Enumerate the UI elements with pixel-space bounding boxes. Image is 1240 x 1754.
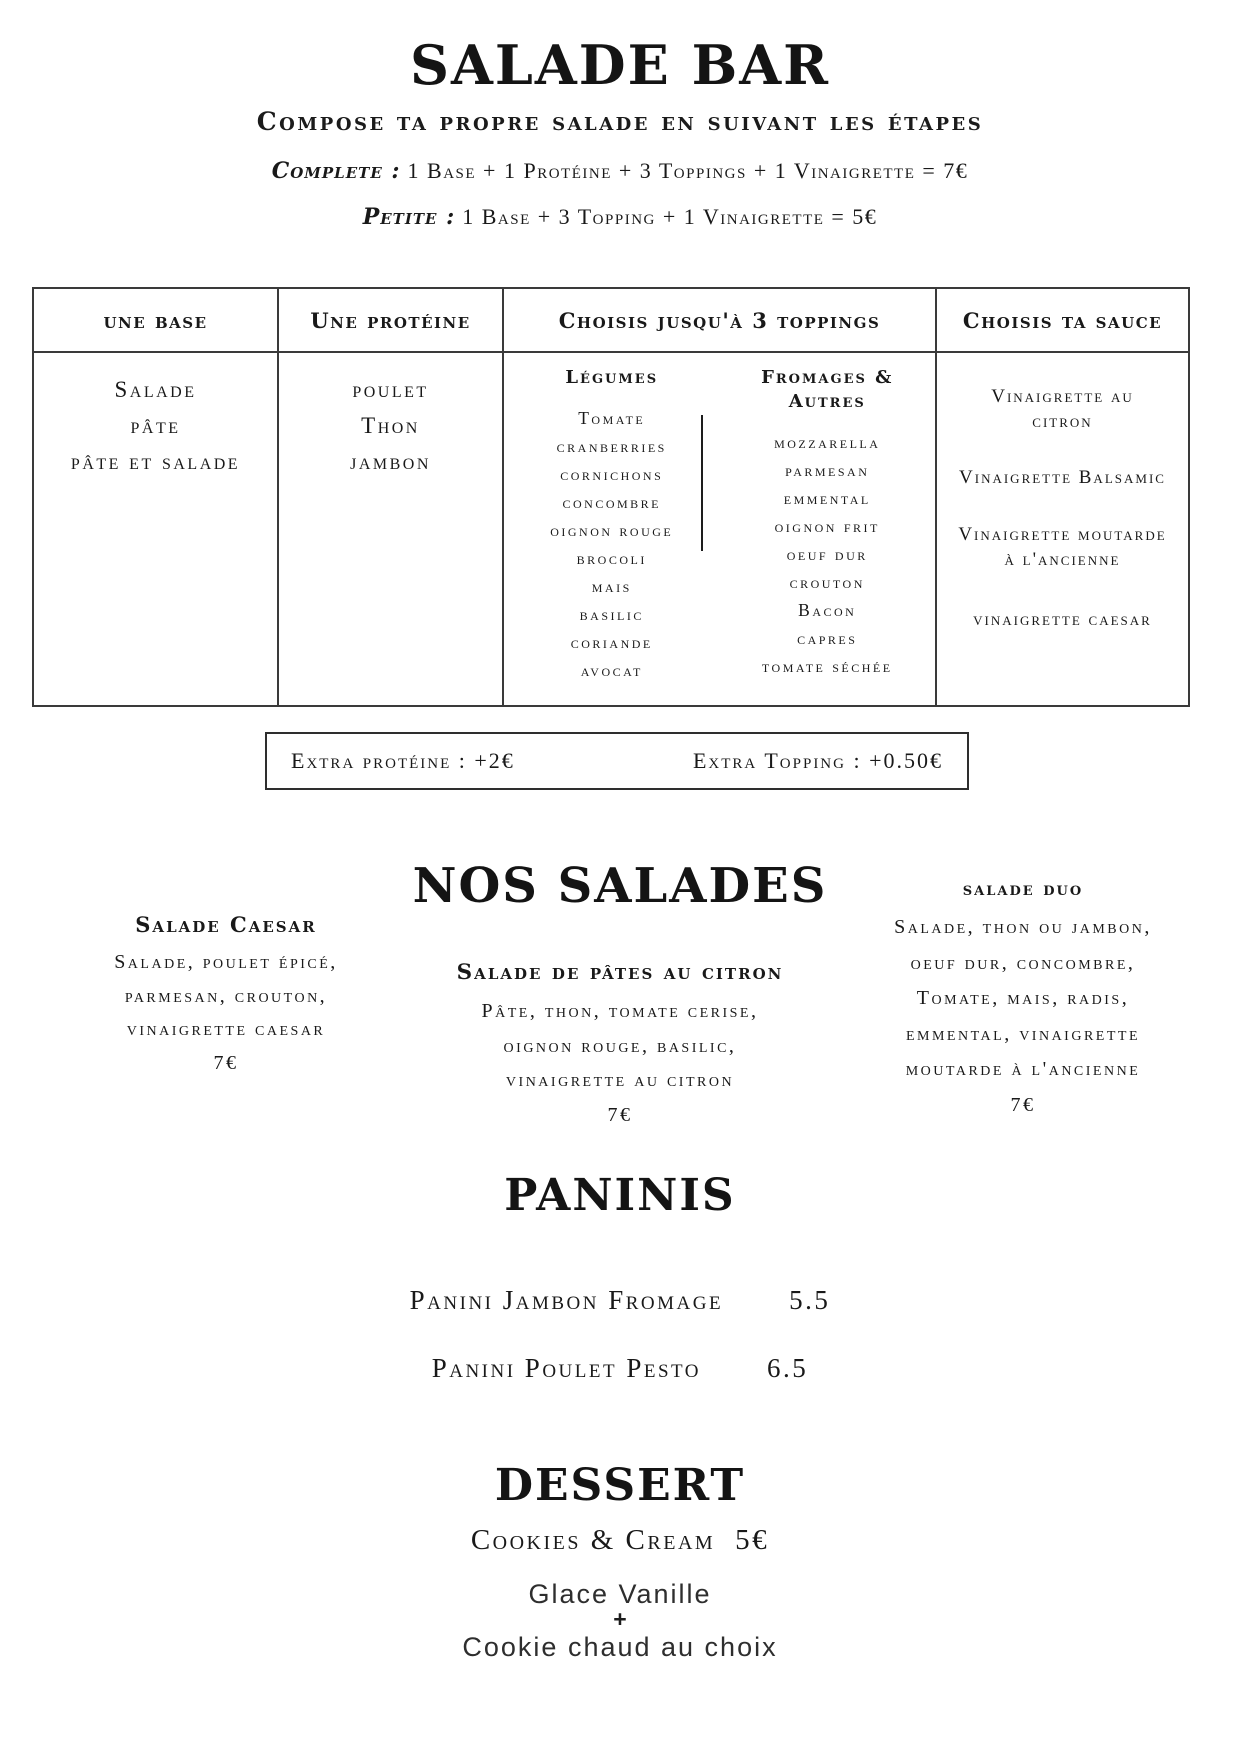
base-option: pâte bbox=[130, 413, 181, 438]
column-header-base: une base bbox=[34, 289, 279, 353]
sauce-option-line: à l'ancienne bbox=[1004, 549, 1121, 570]
topping-option: cornichons bbox=[560, 464, 664, 484]
column-header-toppings: Choisis jusqu'à 3 toppings bbox=[504, 289, 937, 353]
panini-item-name: Panini Jambon Fromage bbox=[409, 1285, 724, 1315]
toppings-divider bbox=[701, 415, 703, 551]
formula-petite-label: Petite : bbox=[362, 204, 456, 230]
topping-option: avocat bbox=[580, 660, 643, 680]
panini-item-name: Panini Poulet Pesto bbox=[431, 1353, 702, 1383]
panini-item bbox=[0, 1280, 1240, 1320]
salad-caesar-ingredients: vinaigrette caesar bbox=[126, 1018, 326, 1040]
topping-option: tomate séchée bbox=[761, 656, 893, 676]
salad-caesar-name: Salade Caesar bbox=[135, 912, 317, 937]
salad-duo-ingredients: oeuf dur, concombre, bbox=[910, 951, 1136, 974]
sauce-option-line: vinaigrette caesar bbox=[973, 609, 1152, 630]
salad-duo-price: 7€ bbox=[1010, 1093, 1036, 1116]
sauce-option-line: Vinaigrette moutarde bbox=[958, 524, 1167, 545]
salad-pates-citron-price: 7€ bbox=[607, 1103, 633, 1126]
topping-option: concombre bbox=[562, 492, 661, 512]
protein-option: Thon bbox=[361, 413, 420, 438]
base-options bbox=[34, 353, 279, 705]
plus-sign: + bbox=[613, 1606, 627, 1632]
formula-complete-text: 1 Base + 1 Protéine + 3 Toppings + 1 Vinaigrette = 7€ bbox=[407, 158, 969, 183]
formula-petite-text: 1 Base + 3 Topping + 1 Vinaigrette = 5€ bbox=[462, 204, 878, 229]
salad-duo-ingredients: Tomate, mais, radis, bbox=[916, 987, 1130, 1009]
nos-salades-block bbox=[400, 860, 840, 1132]
panini-item-price: 5.5 bbox=[789, 1285, 831, 1315]
protein-option: poulet bbox=[352, 377, 429, 402]
paninis-title: PANINIS bbox=[504, 1170, 736, 1221]
topping-option: mais bbox=[591, 576, 632, 596]
topping-option: oignon frit bbox=[774, 516, 880, 536]
topping-option: crouton bbox=[789, 572, 865, 592]
protein-options bbox=[279, 353, 504, 705]
salad-duo-name: salade duo bbox=[962, 878, 1084, 900]
salad-caesar-price: 7€ bbox=[213, 1051, 239, 1074]
toppings-group-fromages-header: Fromages & Autres bbox=[761, 367, 894, 412]
salad-pates-citron-ingredients: vinaigrette au citron bbox=[505, 1069, 735, 1091]
topping-option: capres bbox=[797, 628, 858, 648]
dessert-item-name: Cookies & Cream bbox=[470, 1524, 716, 1556]
salad-builder-table bbox=[32, 287, 1190, 707]
panini-item bbox=[0, 1348, 1240, 1388]
topping-option: mozzarella bbox=[774, 432, 881, 452]
dessert-item-price: 5€ bbox=[735, 1524, 770, 1556]
base-option: pâte et salade bbox=[70, 449, 241, 474]
salad-caesar-ingredients: Salade, poulet épicé, bbox=[114, 951, 338, 973]
toppings-group-legumes-header: Légumes bbox=[565, 367, 659, 388]
topping-option: coriande bbox=[570, 632, 653, 652]
menu-subtitle: Compose ta propre salade en suivant les étapes bbox=[256, 107, 984, 136]
nos-salades-title: NOS SALADES bbox=[412, 858, 828, 914]
column-header-sauce: Choisis ta sauce bbox=[937, 289, 1188, 353]
dessert-detail-line: Glace Vanille bbox=[528, 1579, 712, 1609]
topping-option: Bacon bbox=[798, 600, 857, 620]
salad-pates-citron-ingredients: Pâte, thon, tomate cerise, bbox=[481, 1000, 759, 1022]
topping-option: emmental bbox=[783, 488, 871, 508]
panini-item-price: 6.5 bbox=[767, 1353, 809, 1383]
dessert-detail-line: Cookie chaud au choix bbox=[462, 1632, 778, 1662]
salad-caesar-block bbox=[58, 910, 394, 1080]
sauce-options bbox=[937, 353, 1188, 705]
extras-box bbox=[265, 732, 969, 790]
salad-duo-ingredients: Salade, thon ou jambon, bbox=[894, 916, 1152, 938]
topping-option: oignon rouge bbox=[550, 520, 674, 540]
salad-duo-ingredients: emmental, vinaigrette bbox=[905, 1022, 1140, 1045]
sauce-option bbox=[937, 607, 1188, 632]
dessert-item bbox=[0, 1520, 1240, 1560]
sauce-option-line: Vinaigrette Balsamic bbox=[959, 467, 1166, 488]
sauce-option bbox=[937, 522, 1188, 572]
topping-option: parmesan bbox=[785, 460, 870, 480]
extra-topping-price: Extra Topping : +0.50€ bbox=[692, 748, 943, 773]
salad-caesar-ingredients: parmesan, crouton, bbox=[124, 984, 328, 1007]
sauce-option-line: citron bbox=[1032, 411, 1093, 432]
sauce-option bbox=[937, 384, 1188, 434]
column-header-protein: Une protéine bbox=[279, 289, 504, 353]
topping-option: Tomate bbox=[578, 408, 646, 428]
formula-complete bbox=[0, 157, 1240, 186]
topping-option: oeuf dur bbox=[786, 544, 868, 564]
page-title: SALADE BAR bbox=[410, 33, 830, 97]
salad-pates-citron-name: Salade de pâtes au citron bbox=[456, 960, 784, 985]
base-option: Salade bbox=[114, 377, 197, 402]
formula-petite bbox=[0, 203, 1240, 232]
sauce-option bbox=[937, 465, 1188, 490]
toppings-group-fromages bbox=[720, 353, 936, 705]
salad-duo-block bbox=[855, 876, 1191, 1123]
toppings-options bbox=[504, 353, 937, 705]
sauce-option-line: Vinaigrette au bbox=[991, 386, 1134, 407]
topping-option: brocoli bbox=[576, 548, 647, 568]
formula-complete-label: Complete : bbox=[271, 158, 401, 184]
extra-protein-price: Extra protéine : +2€ bbox=[291, 748, 515, 773]
dessert-title: DESSERT bbox=[494, 1460, 746, 1511]
protein-option: jambon bbox=[350, 449, 431, 474]
salad-pates-citron-ingredients: oignon rouge, basilic, bbox=[503, 1034, 737, 1057]
topping-option: basilic bbox=[579, 604, 644, 624]
toppings-group-legumes bbox=[504, 353, 720, 705]
salad-duo-ingredients: moutarde à l'ancienne bbox=[905, 1058, 1141, 1080]
topping-option: cranberries bbox=[556, 436, 667, 456]
